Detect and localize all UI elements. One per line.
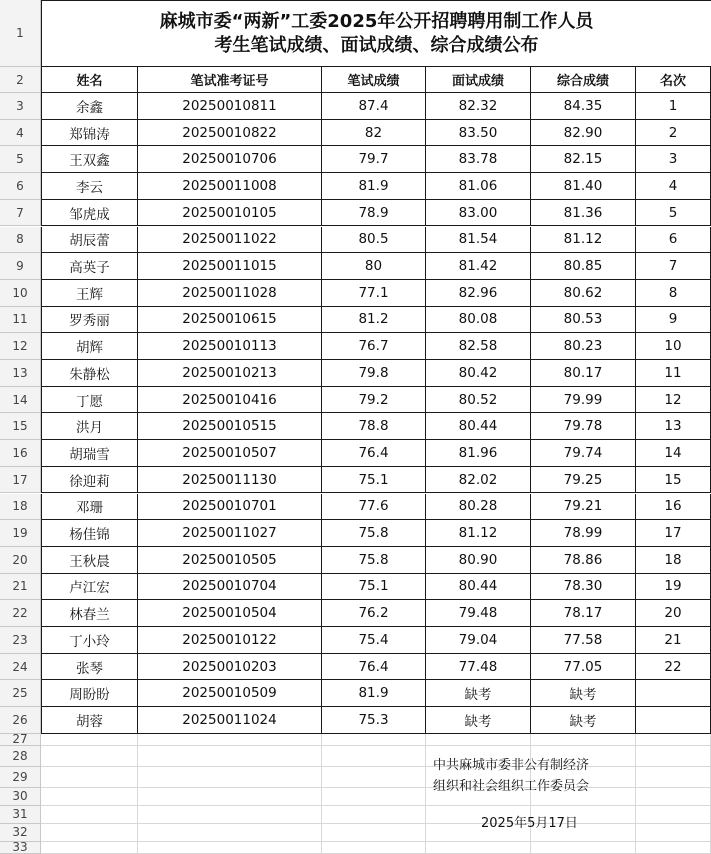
table-cell[interactable]: 80.08 xyxy=(426,307,531,334)
table-cell[interactable]: 77.05 xyxy=(531,654,636,681)
table-cell[interactable]: 林春兰 xyxy=(41,600,138,627)
table-cell[interactable]: 79.99 xyxy=(531,387,636,414)
table-cell[interactable]: 80.90 xyxy=(426,547,531,574)
table-cell[interactable]: 20250010704 xyxy=(138,574,322,601)
table-cell[interactable]: 22 xyxy=(636,654,711,681)
empty-cell[interactable] xyxy=(138,734,322,746)
row-number: 2 xyxy=(0,67,41,93)
table-cell[interactable]: 75.4 xyxy=(322,627,426,654)
table-cell[interactable]: 81.96 xyxy=(426,440,531,467)
row-number: 32 xyxy=(0,824,41,842)
table-cell[interactable]: 76.2 xyxy=(322,600,426,627)
table-cell[interactable]: 76.4 xyxy=(322,440,426,467)
table-cell[interactable]: 郑锦涛 xyxy=(41,120,138,147)
empty-cell[interactable] xyxy=(426,734,531,746)
table-cell[interactable]: 11 xyxy=(636,360,711,387)
row-number: 5 xyxy=(0,146,41,173)
table-cell[interactable]: 19 xyxy=(636,574,711,601)
table-cell[interactable]: 80.28 xyxy=(426,494,531,521)
table-cell[interactable]: 20250010122 xyxy=(138,627,322,654)
table-cell[interactable]: 20250011028 xyxy=(138,280,322,307)
row-number: 33 xyxy=(0,842,41,854)
empty-cell[interactable] xyxy=(138,824,322,842)
table-cell[interactable]: 75.8 xyxy=(322,547,426,574)
row-number: 30 xyxy=(0,788,41,806)
table-cell[interactable]: 5 xyxy=(636,200,711,227)
table-cell[interactable]: 20250010822 xyxy=(138,120,322,147)
table-cell[interactable]: 胡辉 xyxy=(41,333,138,360)
table-cell[interactable]: 79.2 xyxy=(322,387,426,414)
table-cell[interactable]: 80.44 xyxy=(426,413,531,440)
table-cell[interactable]: 21 xyxy=(636,627,711,654)
table-cell[interactable]: 周盼盼 xyxy=(41,680,138,707)
table-cell[interactable]: 84.35 xyxy=(531,93,636,120)
table-cell[interactable]: 王秋晨 xyxy=(41,547,138,574)
column-header[interactable]: 面试成绩 xyxy=(426,67,531,93)
table-cell[interactable]: 77.58 xyxy=(531,627,636,654)
row-number: 17 xyxy=(0,467,41,494)
table-cell[interactable]: 王辉 xyxy=(41,280,138,307)
empty-cell[interactable] xyxy=(322,806,426,824)
table-cell[interactable]: 82.90 xyxy=(531,120,636,147)
table-cell[interactable]: 胡蓉 xyxy=(41,707,138,734)
table-cell[interactable]: 78.99 xyxy=(531,520,636,547)
table-cell[interactable]: 77.48 xyxy=(426,654,531,681)
table-cell[interactable]: 81.54 xyxy=(426,227,531,254)
table-cell[interactable]: 78.17 xyxy=(531,600,636,627)
table-cell[interactable]: 丁愿 xyxy=(41,387,138,414)
empty-cell[interactable] xyxy=(322,842,426,854)
table-cell[interactable]: 杨佳锦 xyxy=(41,520,138,547)
table-cell[interactable]: 缺考 xyxy=(531,680,636,707)
table-cell[interactable]: 20250010416 xyxy=(138,387,322,414)
empty-cell[interactable] xyxy=(636,746,711,767)
empty-cell[interactable] xyxy=(322,767,426,788)
row-number: 13 xyxy=(0,360,41,387)
table-cell[interactable]: 80.5 xyxy=(322,227,426,254)
table-cell[interactable]: 徐迎莉 xyxy=(41,467,138,494)
table-cell[interactable]: 75.1 xyxy=(322,574,426,601)
empty-cell[interactable] xyxy=(426,842,531,854)
table-cell[interactable]: 20250010213 xyxy=(138,360,322,387)
table-cell[interactable]: 80.42 xyxy=(426,360,531,387)
table-cell[interactable]: 缺考 xyxy=(426,707,531,734)
table-cell[interactable]: 15 xyxy=(636,467,711,494)
table-cell[interactable]: 20250010811 xyxy=(138,93,322,120)
row-number: 12 xyxy=(0,333,41,360)
table-cell[interactable]: 20250010505 xyxy=(138,547,322,574)
table-cell[interactable]: 78.8 xyxy=(322,413,426,440)
table-cell[interactable]: 81.12 xyxy=(426,520,531,547)
empty-cell[interactable] xyxy=(41,734,138,746)
row-number: 3 xyxy=(0,93,41,120)
title-line-2: 考生笔试成绩、面试成绩、综合成绩公布 xyxy=(214,34,539,56)
footer-date: 2025年5月17日 xyxy=(481,816,578,831)
table-cell[interactable]: 6 xyxy=(636,227,711,254)
empty-cell[interactable] xyxy=(41,746,138,767)
table-cell[interactable]: 20250010105 xyxy=(138,200,322,227)
column-header[interactable]: 笔试成绩 xyxy=(322,67,426,93)
table-cell[interactable]: 20250010706 xyxy=(138,146,322,173)
table-cell[interactable]: 78.86 xyxy=(531,547,636,574)
table-cell[interactable]: 78.9 xyxy=(322,200,426,227)
table-cell[interactable]: 缺考 xyxy=(531,707,636,734)
table-cell[interactable]: 76.4 xyxy=(322,654,426,681)
table-cell[interactable]: 80.17 xyxy=(531,360,636,387)
table-cell[interactable]: 81.12 xyxy=(531,227,636,254)
table-cell[interactable]: 7 xyxy=(636,253,711,280)
column-header[interactable]: 名次 xyxy=(636,67,711,93)
table-cell[interactable]: 82 xyxy=(322,120,426,147)
table-cell[interactable]: 缺考 xyxy=(426,680,531,707)
table-cell[interactable]: 77.1 xyxy=(322,280,426,307)
table-cell[interactable]: 75.8 xyxy=(322,520,426,547)
table-cell[interactable]: 79.7 xyxy=(322,146,426,173)
table-cell[interactable]: 81.9 xyxy=(322,173,426,200)
table-cell[interactable]: 9 xyxy=(636,307,711,334)
table-cell[interactable]: 20250011008 xyxy=(138,173,322,200)
empty-cell[interactable] xyxy=(322,734,426,746)
empty-cell[interactable] xyxy=(138,746,322,767)
table-cell[interactable]: 朱静松 xyxy=(41,360,138,387)
empty-cell[interactable] xyxy=(531,734,636,746)
table-cell[interactable]: 胡瑞雪 xyxy=(41,440,138,467)
table-cell[interactable]: 79.78 xyxy=(531,413,636,440)
table-cell[interactable]: 20250010615 xyxy=(138,307,322,334)
table-cell[interactable]: 王双鑫 xyxy=(41,146,138,173)
table-cell[interactable]: 丁小玲 xyxy=(41,627,138,654)
footer-org-line-2: 组织和社会组织工作委员会 xyxy=(433,779,590,794)
table-cell[interactable]: 82.96 xyxy=(426,280,531,307)
row-number: 22 xyxy=(0,600,41,627)
table-cell[interactable]: 81.9 xyxy=(322,680,426,707)
row-number: 27 xyxy=(0,734,41,746)
table-cell[interactable]: 76.7 xyxy=(322,333,426,360)
table-cell[interactable]: 20250011024 xyxy=(138,707,322,734)
table-cell[interactable]: 81.42 xyxy=(426,253,531,280)
row-number: 9 xyxy=(0,253,41,280)
table-cell[interactable] xyxy=(636,707,711,734)
table-cell[interactable]: 卢江宏 xyxy=(41,574,138,601)
empty-cell[interactable] xyxy=(636,824,711,842)
table-cell[interactable]: 20250010113 xyxy=(138,333,322,360)
row-number: 19 xyxy=(0,520,41,547)
empty-cell[interactable] xyxy=(138,767,322,788)
table-cell[interactable]: 胡辰蕾 xyxy=(41,227,138,254)
empty-cell[interactable] xyxy=(41,767,138,788)
table-cell[interactable]: 75.3 xyxy=(322,707,426,734)
table-cell[interactable]: 80.44 xyxy=(426,574,531,601)
table-cell[interactable]: 17 xyxy=(636,520,711,547)
table-cell[interactable]: 10 xyxy=(636,333,711,360)
title-line-1: 麻城市委“两新”工委2025年公开招聘聘用制工作人员 xyxy=(159,10,594,32)
row-number: 7 xyxy=(0,200,41,227)
empty-cell[interactable] xyxy=(138,842,322,854)
row-number: 20 xyxy=(0,547,41,574)
row-number: 25 xyxy=(0,680,41,707)
empty-cell[interactable] xyxy=(636,788,711,806)
table-cell[interactable]: 80.85 xyxy=(531,253,636,280)
table-cell[interactable]: 79.04 xyxy=(426,627,531,654)
table-cell[interactable]: 李云 xyxy=(41,173,138,200)
table-cell[interactable]: 20250011027 xyxy=(138,520,322,547)
row-number: 23 xyxy=(0,627,41,654)
table-cell[interactable]: 张琴 xyxy=(41,654,138,681)
table-cell[interactable]: 2 xyxy=(636,120,711,147)
row-number: 24 xyxy=(0,654,41,681)
table-cell[interactable]: 83.50 xyxy=(426,120,531,147)
table-cell[interactable] xyxy=(636,680,711,707)
table-cell[interactable]: 3 xyxy=(636,146,711,173)
sheet-title[interactable] xyxy=(41,0,711,67)
empty-cell[interactable] xyxy=(41,788,138,806)
table-cell[interactable]: 79.25 xyxy=(531,467,636,494)
table-cell[interactable]: 洪月 xyxy=(41,413,138,440)
empty-cell[interactable] xyxy=(322,746,426,767)
table-cell[interactable]: 20250011130 xyxy=(138,467,322,494)
row-number: 28 xyxy=(0,746,41,767)
table-cell[interactable]: 81.40 xyxy=(531,173,636,200)
table-cell[interactable]: 余鑫 xyxy=(41,93,138,120)
table-cell[interactable]: 邹虎成 xyxy=(41,200,138,227)
row-number: 14 xyxy=(0,387,41,414)
table-cell[interactable]: 82.58 xyxy=(426,333,531,360)
table-cell[interactable]: 79.74 xyxy=(531,440,636,467)
empty-cell[interactable] xyxy=(322,788,426,806)
empty-cell[interactable] xyxy=(322,824,426,842)
row-number: 6 xyxy=(0,173,41,200)
row-number: 26 xyxy=(0,707,41,734)
table-cell[interactable]: 81.06 xyxy=(426,173,531,200)
table-cell[interactable]: 8 xyxy=(636,280,711,307)
table-cell[interactable]: 77.6 xyxy=(322,494,426,521)
empty-cell[interactable] xyxy=(138,806,322,824)
table-cell[interactable]: 高英子 xyxy=(41,253,138,280)
table-cell[interactable]: 80.53 xyxy=(531,307,636,334)
table-cell[interactable]: 78.30 xyxy=(531,574,636,601)
table-cell[interactable]: 80.52 xyxy=(426,387,531,414)
table-cell[interactable]: 20250010504 xyxy=(138,600,322,627)
table-cell[interactable]: 83.78 xyxy=(426,146,531,173)
table-cell[interactable]: 20250010701 xyxy=(138,494,322,521)
table-cell[interactable]: 75.1 xyxy=(322,467,426,494)
table-cell[interactable]: 82.15 xyxy=(531,146,636,173)
table-cell[interactable]: 79.8 xyxy=(322,360,426,387)
table-cell[interactable]: 81.36 xyxy=(531,200,636,227)
empty-cell[interactable] xyxy=(636,734,711,746)
empty-cell[interactable] xyxy=(138,788,322,806)
empty-cell[interactable] xyxy=(41,824,138,842)
column-header[interactable]: 综合成绩 xyxy=(531,67,636,93)
table-cell[interactable]: 12 xyxy=(636,387,711,414)
row-number: 4 xyxy=(0,120,41,147)
table-cell[interactable]: 20250010203 xyxy=(138,654,322,681)
row-number: 18 xyxy=(0,494,41,521)
table-cell[interactable]: 16 xyxy=(636,494,711,521)
table-cell[interactable]: 81.2 xyxy=(322,307,426,334)
table-cell[interactable]: 4 xyxy=(636,173,711,200)
table-cell[interactable]: 82.02 xyxy=(426,467,531,494)
empty-cell[interactable] xyxy=(41,842,138,854)
table-cell[interactable]: 20250010515 xyxy=(138,413,322,440)
table-cell[interactable]: 20250010509 xyxy=(138,680,322,707)
table-cell[interactable]: 83.00 xyxy=(426,200,531,227)
table-cell[interactable]: 邓珊 xyxy=(41,494,138,521)
table-cell[interactable]: 79.21 xyxy=(531,494,636,521)
table-cell[interactable]: 1 xyxy=(636,93,711,120)
table-cell[interactable]: 罗秀丽 xyxy=(41,307,138,334)
table-cell[interactable]: 82.32 xyxy=(426,93,531,120)
empty-cell[interactable] xyxy=(531,842,636,854)
footer-org-line-1: 中共麻城市委非公有制经济 xyxy=(433,758,590,773)
row-number: 15 xyxy=(0,413,41,440)
row-number: 16 xyxy=(0,440,41,467)
row-number: 11 xyxy=(0,307,41,334)
table-cell[interactable]: 87.4 xyxy=(322,93,426,120)
row-number: 10 xyxy=(0,280,41,307)
row-number: 29 xyxy=(0,767,41,788)
row-number: 31 xyxy=(0,806,41,824)
table-cell[interactable]: 14 xyxy=(636,440,711,467)
table-cell[interactable]: 13 xyxy=(636,413,711,440)
empty-cell[interactable] xyxy=(636,767,711,788)
table-cell[interactable]: 20250011022 xyxy=(138,227,322,254)
table-cell[interactable]: 20250010507 xyxy=(138,440,322,467)
row-number: 8 xyxy=(0,227,41,254)
row-number: 21 xyxy=(0,574,41,601)
table-cell[interactable]: 80.23 xyxy=(531,333,636,360)
column-header[interactable]: 笔试准考证号 xyxy=(138,67,322,93)
row-number: 1 xyxy=(0,0,41,67)
table-cell[interactable]: 20250011015 xyxy=(138,253,322,280)
empty-cell[interactable] xyxy=(636,806,711,824)
empty-cell[interactable] xyxy=(41,806,138,824)
table-cell[interactable]: 80 xyxy=(322,253,426,280)
table-cell[interactable]: 18 xyxy=(636,547,711,574)
table-cell[interactable]: 79.48 xyxy=(426,600,531,627)
column-header[interactable]: 姓名 xyxy=(41,67,138,93)
table-cell[interactable]: 80.62 xyxy=(531,280,636,307)
table-cell[interactable]: 20 xyxy=(636,600,711,627)
empty-cell[interactable] xyxy=(636,842,711,854)
